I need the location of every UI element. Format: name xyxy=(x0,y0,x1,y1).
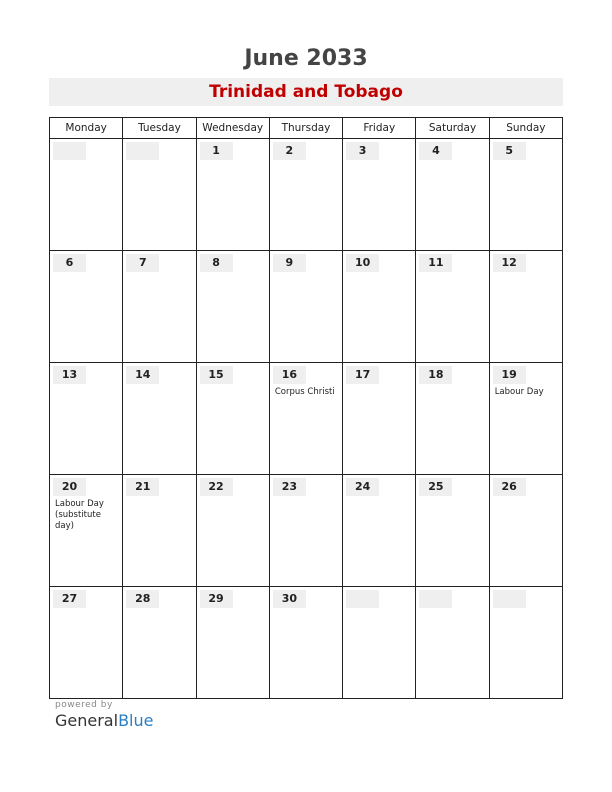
day-cell xyxy=(416,251,489,363)
day-cell xyxy=(416,139,489,251)
brand-blue-text: Blue xyxy=(118,711,154,730)
day-number: 26 xyxy=(493,478,526,496)
day-cell xyxy=(416,587,489,699)
day-number: 27 xyxy=(53,590,86,608)
day-cell xyxy=(343,139,416,251)
day-number xyxy=(346,590,379,608)
day-number xyxy=(493,590,526,608)
day-number: 14 xyxy=(126,366,159,384)
day-number: 30 xyxy=(273,590,306,608)
day-number: 10 xyxy=(346,254,379,272)
holiday-label: Labour Day xyxy=(494,387,544,397)
day-number: 13 xyxy=(53,366,86,384)
day-number: 28 xyxy=(126,590,159,608)
day-cell xyxy=(416,363,489,475)
day-number: 23 xyxy=(273,478,306,496)
day-cell xyxy=(269,251,342,363)
calendar-week-row xyxy=(50,363,563,475)
weekday-header-row xyxy=(50,118,563,139)
day-cell xyxy=(343,587,416,699)
day-cell xyxy=(269,363,342,475)
day-cell xyxy=(196,251,269,363)
day-number xyxy=(126,142,159,160)
day-number: 5 xyxy=(493,142,526,160)
day-cell xyxy=(123,139,196,251)
day-number: 1 xyxy=(200,142,233,160)
day-number: 3 xyxy=(346,142,379,160)
day-cell xyxy=(196,475,269,587)
day-cell xyxy=(343,475,416,587)
day-number: 12 xyxy=(493,254,526,272)
day-cell xyxy=(50,475,123,587)
calendar-grid xyxy=(49,117,563,699)
day-cell xyxy=(50,587,123,699)
weekday-wednesday: Wednesday xyxy=(196,118,269,139)
day-number: 16 xyxy=(273,366,306,384)
day-number: 2 xyxy=(273,142,306,160)
day-cell xyxy=(196,139,269,251)
day-cell xyxy=(489,251,562,363)
day-cell xyxy=(343,251,416,363)
day-cell xyxy=(269,139,342,251)
day-cell xyxy=(50,251,123,363)
day-number: 17 xyxy=(346,366,379,384)
generalblue-logo[interactable] xyxy=(55,711,153,730)
page-title: June 2033 xyxy=(244,46,368,71)
day-cell xyxy=(50,363,123,475)
day-cell xyxy=(489,475,562,587)
holiday-label: Corpus Christi xyxy=(274,387,335,397)
footer-branding xyxy=(55,700,153,730)
day-number: 4 xyxy=(419,142,452,160)
day-number: 24 xyxy=(346,478,379,496)
day-number xyxy=(53,142,86,160)
day-cell xyxy=(269,587,342,699)
day-number: 7 xyxy=(126,254,159,272)
calendar-week-row xyxy=(50,587,563,699)
day-number: 15 xyxy=(200,366,233,384)
day-cell xyxy=(123,363,196,475)
weekday-monday: Monday xyxy=(50,118,123,139)
day-number: 6 xyxy=(53,254,86,272)
day-number: 21 xyxy=(126,478,159,496)
day-cell xyxy=(123,587,196,699)
weekday-saturday: Saturday xyxy=(416,118,489,139)
day-cell xyxy=(343,363,416,475)
day-number xyxy=(419,590,452,608)
day-number: 29 xyxy=(200,590,233,608)
day-number: 22 xyxy=(200,478,233,496)
day-number: 20 xyxy=(53,478,86,496)
day-cell xyxy=(416,475,489,587)
day-cell xyxy=(123,475,196,587)
brand-general-text: General xyxy=(55,711,119,730)
day-number: 11 xyxy=(419,254,452,272)
day-cell xyxy=(269,475,342,587)
day-cell xyxy=(489,363,562,475)
day-number: 9 xyxy=(273,254,306,272)
day-cell xyxy=(489,587,562,699)
day-number: 8 xyxy=(200,254,233,272)
day-cell xyxy=(196,363,269,475)
calendar-week-row xyxy=(50,251,563,363)
weekday-tuesday: Tuesday xyxy=(123,118,196,139)
day-number: 19 xyxy=(493,366,526,384)
weekday-friday: Friday xyxy=(343,118,416,139)
day-cell xyxy=(489,139,562,251)
weekday-thursday: Thursday xyxy=(269,118,342,139)
weekday-sunday: Sunday xyxy=(489,118,562,139)
day-cell xyxy=(123,251,196,363)
day-number: 18 xyxy=(419,366,452,384)
calendar-week-row xyxy=(50,139,563,251)
day-cell xyxy=(50,139,123,251)
powered-by-label: powered by xyxy=(55,700,113,710)
calendar-week-row xyxy=(50,475,563,587)
day-cell xyxy=(196,587,269,699)
holiday-label: Labour Day (substitute day) xyxy=(55,499,104,531)
country-banner: Trinidad and Tobago xyxy=(49,78,563,106)
day-number: 25 xyxy=(419,478,452,496)
